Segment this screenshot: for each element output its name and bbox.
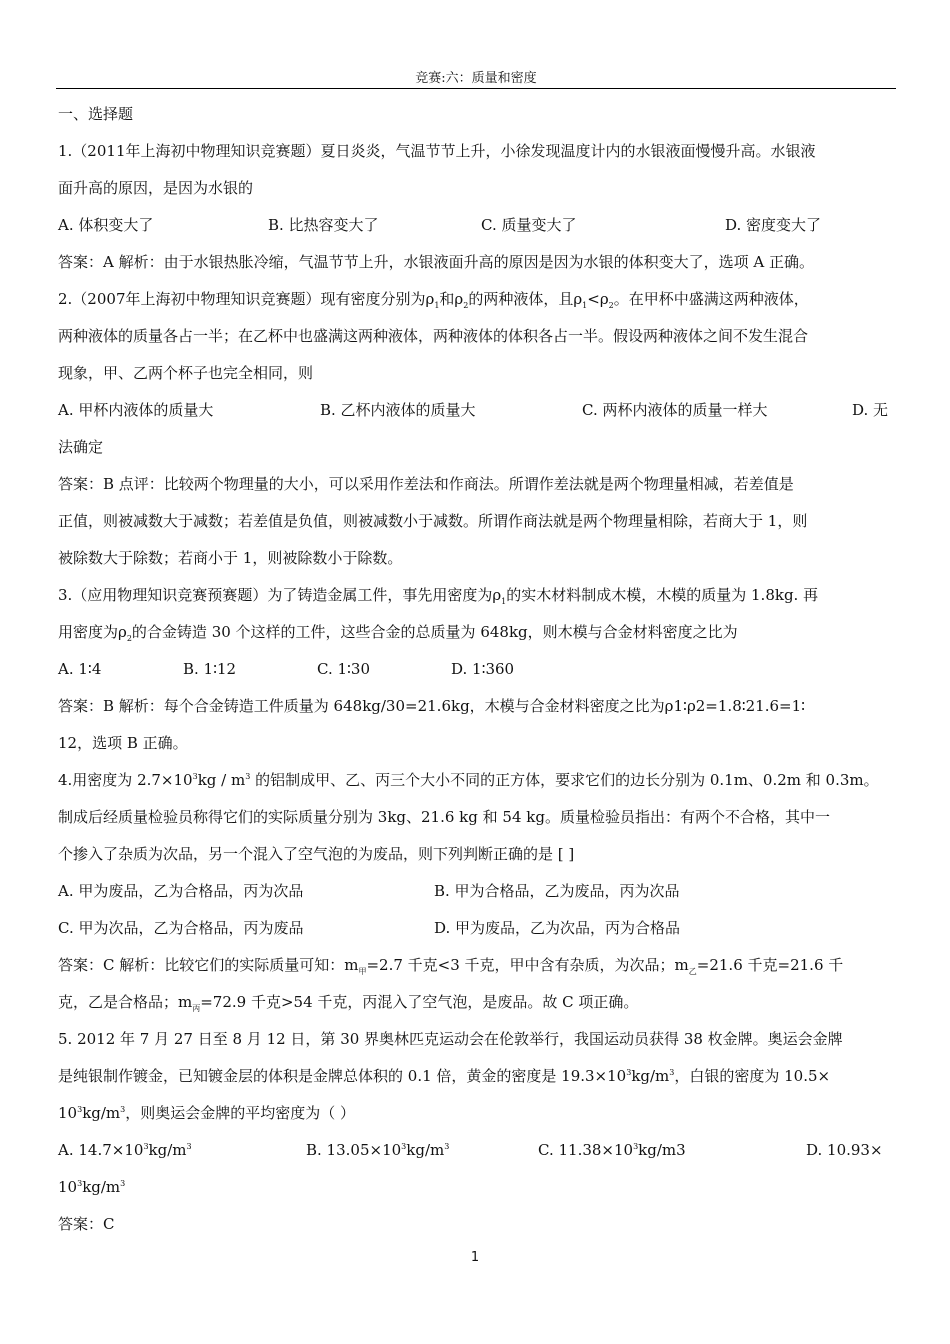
document-body	[58, 96, 894, 1243]
q3-stem-line-1	[58, 577, 894, 614]
q5-option-b	[306, 1132, 538, 1169]
q2-answer-line-3: 被除数大于除数；若商小于 1，则被除数小于除数。	[58, 549, 403, 567]
q2-option-d: D. 无	[852, 401, 889, 419]
q4-answer-text: =72.9 千克>54 千克，丙混入了空气泡，是废品。故 C 项正确。	[200, 993, 639, 1011]
q5-options	[58, 1132, 894, 1169]
q5-option-text: kg/m3	[638, 1141, 686, 1159]
q4-stem-text: 的铝制成甲、乙、丙三个大小不同的正方体，要求它们的边长分别为 0.1m、0.2m 和 0.3m。	[250, 771, 879, 789]
q1-answer: 答案：A 解析：由于水银热胀冷缩，气温节节上升，水银液面升高的原因是因为水银的体积变大了，选项 A 正确。	[58, 253, 814, 271]
superscript: 3	[143, 1142, 149, 1151]
q4-options-row-2	[58, 910, 894, 947]
q2-answer-line-1: 答案：B 点评：比较两个物理量的大小，可以采用作差法和作商法。所谓作差法就是两个物理量相减，若差值是	[58, 475, 794, 493]
q5-option-text: B. 13.05×10	[306, 1141, 402, 1159]
q5-stem-text: 是纯银制作镀金，已知镀金层的体积是金牌总体积的 0.1 倍，黄金的密度是 19.3×10	[58, 1067, 627, 1085]
q3-option-a: A. 1∶4	[58, 660, 102, 678]
subscript: 甲	[358, 967, 367, 976]
q4-answer-line-2	[58, 984, 894, 1021]
q1-stem-line-1: 1.（2011年上海初中物理知识竞赛题）夏日炎炎，气温节节上升，小徐发现温度计内的水银液面慢慢升高。水银液	[58, 142, 816, 160]
subscript: 丙	[192, 1004, 201, 1013]
q1-option-a: A. 体积变大了	[58, 216, 154, 234]
q2-stem-line-3: 现象，甲、乙两个杯子也完全相同，则	[58, 364, 314, 382]
q5-stem-text: 10	[58, 1104, 78, 1122]
q1-option-b: B. 比热容变大了	[268, 216, 379, 234]
q4-options-row-1	[58, 873, 894, 910]
q3-option-c: C. 1∶30	[317, 660, 371, 678]
q2-option-c: C. 两杯内液体的质量一样大	[582, 401, 768, 419]
superscript: 3	[401, 1142, 407, 1151]
q4-answer-line-1	[58, 947, 894, 984]
q5-option-d: D. 10.93×	[806, 1141, 883, 1159]
superscript: 3	[120, 1179, 126, 1188]
superscript: 3	[444, 1142, 450, 1151]
q4-stem-line-2: 制成后经质量检验员称得它们的实际质量分别为 3kg、21.6 kg 和 54 kg。质量检验员指出：有两个不合格，其中一	[58, 808, 830, 826]
q4-stem-line-3: 个掺入了杂质为次品，另一个混入了空气泡的为废品，则下列判断正确的是 [ ]	[58, 845, 575, 863]
q2-stem-line-1	[58, 281, 894, 318]
q1-options	[58, 207, 894, 244]
section-title: 一、选择题	[58, 105, 134, 123]
superscript: 3	[77, 1179, 83, 1188]
q4-answer-text: =2.7 千克<3 千克，甲中含有杂质，为次品；m	[366, 956, 689, 974]
q5-stem-text: ，则奥运会金牌的平均密度为（ ）	[125, 1104, 356, 1122]
q3-stem-text: 3.（应用物理知识竞赛预赛题）为了铸造金属工件，事先用密度为ρ	[58, 586, 502, 604]
superscript: 3	[186, 1142, 192, 1151]
q2-options	[58, 392, 894, 429]
q5-stem-text: kg/m	[631, 1067, 670, 1085]
q3-answer-line-2: 12，选项 B 正确。	[58, 734, 188, 752]
q5-stem-text: kg/m	[82, 1104, 121, 1122]
q2-answer-line-2: 正值，则被减数大于减数；若差值是负值，则被减数小于减数。所谓作商法就是两个物理量相除，若商大于 1，则	[58, 512, 808, 530]
q5-stem-line-1: 5. 2012 年 7 月 27 日至 8 月 12 日，第 30 界奥林匹克运动会在伦敦举行，我国运动员获得 38 枚金牌。奥运会金牌	[58, 1030, 843, 1048]
subscript: 2	[126, 634, 132, 643]
superscript: 3	[77, 1105, 83, 1114]
q3-stem-text: 的实木材料制成木模，木模的质量为 1.8kg. 再	[506, 586, 819, 604]
q5-option-text: C. 11.38×10	[538, 1141, 634, 1159]
q3-answer-line-1: 答案：B 解析：每个合金铸造工件质量为 648kg/30=21.6kg，木模与合金材料密度之比为ρ1∶ρ2=1.8∶21.6=1∶	[58, 697, 806, 715]
q1-option-d: D. 密度变大了	[725, 216, 822, 234]
q2-stem-text: 的两种液体，且ρ	[468, 290, 583, 308]
q5-option-text: 10	[58, 1178, 78, 1196]
superscript: 3	[192, 772, 198, 781]
subscript: 乙	[688, 967, 697, 976]
superscript: 3	[245, 772, 251, 781]
q2-stem-text: 和ρ	[439, 290, 464, 308]
q3-stem-line-2	[58, 614, 894, 651]
q5-option-text: kg/m	[82, 1178, 121, 1196]
q3-option-b: B. 1∶12	[183, 660, 237, 678]
q2-option-a: A. 甲杯内液体的质量大	[58, 401, 214, 419]
q5-option-d-continued	[58, 1169, 894, 1206]
q4-stem-line-1	[58, 762, 894, 799]
q3-stem-text: 用密度为ρ	[58, 623, 127, 641]
q4-option-b: B. 甲为合格品，乙为废品，丙为次品	[434, 882, 680, 900]
q2-option-b: B. 乙杯内液体的质量大	[320, 401, 476, 419]
q5-stem-text: ，白银的密度为 10.5×	[674, 1067, 831, 1085]
q4-option-a: A. 甲为废品，乙为合格品，丙为次品	[58, 882, 304, 900]
superscript: 3	[669, 1068, 675, 1077]
q3-option-d: D. 1∶360	[451, 660, 515, 678]
q3-options	[58, 651, 894, 688]
q5-stem-line-2	[58, 1058, 894, 1095]
q4-option-d: D. 甲为废品，乙为次品，丙为合格品	[434, 919, 681, 937]
q2-stem-text: <ρ	[587, 290, 609, 308]
subscript: 1	[434, 301, 440, 310]
q4-answer-text: 答案：C 解析：比较它们的实际质量可知：m	[58, 956, 359, 974]
q5-option-a	[58, 1132, 306, 1169]
q4-stem-text: 4.用密度为 2.7×10	[58, 771, 193, 789]
q5-stem-line-3	[58, 1095, 894, 1132]
q5-option-text: kg/m	[148, 1141, 187, 1159]
q5-option-text: kg/m	[406, 1141, 445, 1159]
subscript: 2	[463, 301, 469, 310]
q4-stem-text: kg / m	[197, 771, 246, 789]
page-number: 1	[470, 1250, 480, 1265]
subscript: 1	[582, 301, 588, 310]
subscript: 1	[501, 597, 507, 606]
q2-option-d-continued: 法确定	[58, 438, 104, 456]
q4-answer-text: =21.6 千克=21.6 千	[696, 956, 844, 974]
q2-stem-text: 2.（2007年上海初中物理知识竞赛题）现有密度分别为ρ	[58, 290, 435, 308]
q1-stem-line-2: 面升高的原因，是因为水银的	[58, 179, 254, 197]
q4-answer-text: 克，乙是合格品；m	[58, 993, 193, 1011]
q5-answer: 答案：C	[58, 1215, 115, 1233]
subscript: 2	[608, 301, 614, 310]
q5-option-c	[538, 1132, 806, 1169]
superscript: 3	[626, 1068, 632, 1077]
q2-stem-line-2: 两种液体的质量各占一半；在乙杯中也盛满这两种液体，两种液体的体积各占一半。假设两种液体之间不发生混合	[58, 327, 809, 345]
q5-option-text: A. 14.7×10	[58, 1141, 144, 1159]
q4-option-c: C. 甲为次品，乙为合格品，丙为废品	[58, 919, 304, 937]
header-divider	[56, 88, 896, 89]
q2-stem-text: 。在甲杯中盛满这两种液体，	[613, 290, 809, 308]
superscript: 3	[120, 1105, 126, 1114]
q3-stem-text: 的合金铸造 30 个这样的工件，这些合金的总质量为 648kg，则木模与合金材料密度之比为	[131, 623, 738, 641]
page-header: 竞赛:六：质量和密度	[415, 71, 537, 86]
q1-option-c: C. 质量变大了	[481, 216, 577, 234]
superscript: 3	[633, 1142, 639, 1151]
